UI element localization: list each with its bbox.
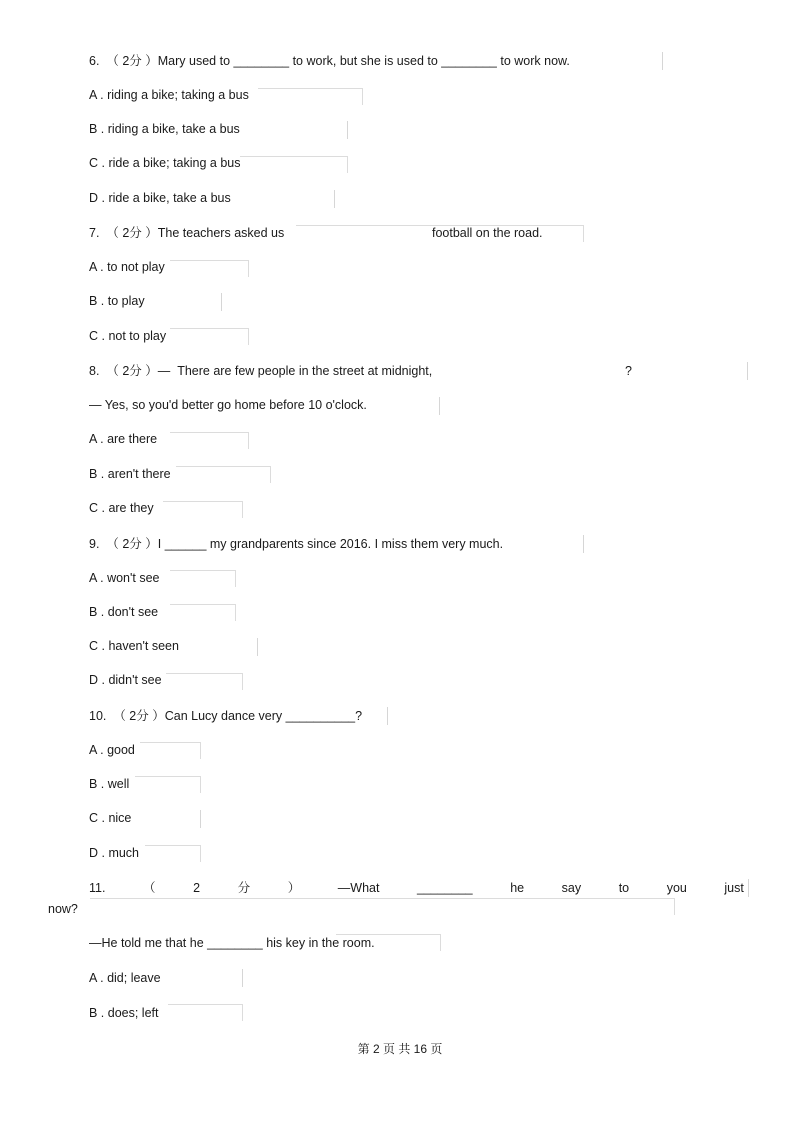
question-10-option-b[interactable]: B . well (89, 777, 130, 791)
page-number: 第 2 页 共 16 页 (357, 1042, 443, 1056)
option-frame (170, 260, 249, 277)
question-11-blank: ________ (417, 881, 473, 895)
question-11-paren-open: （ (143, 881, 156, 895)
question-11-option-b[interactable]: B . does; left (89, 1006, 159, 1020)
question-9-stem: 9. （ 2分 ）I ______ my grandparents since 2016. I miss them very much. (89, 537, 504, 551)
blank-frame (296, 225, 584, 242)
option-frame (170, 604, 236, 621)
question-7-option-c[interactable]: C . not to play (89, 329, 167, 343)
question-8-stem-left: 8. （ 2分 ）— There are few people in the street at midnight, (89, 364, 433, 378)
question-11-reply: —He told me that he ________ his key in the room. (89, 936, 375, 950)
question-6-option-c[interactable]: C . ride a bike; taking a bus (89, 156, 241, 170)
question-6-option-d[interactable]: D . ride a bike, take a bus (89, 191, 231, 205)
option-frame (168, 1004, 243, 1021)
question-9-option-c[interactable]: C . haven't seen (89, 639, 179, 653)
question-7-stem-right: football on the road. (432, 226, 543, 240)
question-6-option-b[interactable]: B . riding a bike, take a bus (89, 122, 240, 136)
question-8-option-c[interactable]: C . are they (89, 501, 154, 515)
question-11-stem (89, 880, 744, 896)
option-frame (170, 328, 249, 345)
question-7-option-a[interactable]: A . to not play (89, 260, 165, 274)
option-frame (240, 156, 348, 173)
question-11-number: 11. (89, 881, 106, 895)
question-6-stem: 6. （ 2分 ）Mary used to ________ to work, but she is used to ________ to work now. (89, 54, 570, 68)
option-frame (258, 88, 363, 105)
question-10-option-d[interactable]: D . much (89, 846, 140, 860)
question-7-stem-left: 7. （ 2分 ）The teachers asked us (89, 226, 285, 240)
option-frame (336, 934, 441, 951)
question-8-reply: — Yes, so you'd better go home before 10 o'clock. (89, 398, 367, 412)
margin-bar (347, 121, 348, 139)
question-11-score-unit: 分 (237, 881, 251, 895)
margin-bar (748, 879, 749, 897)
question-8-option-b[interactable]: B . aren't there (89, 467, 171, 481)
question-9-option-b[interactable]: B . don't see (89, 605, 159, 619)
blank-frame (90, 898, 675, 915)
margin-bar (439, 397, 440, 415)
question-11-word: to (618, 881, 630, 895)
question-8-stem-right: ? (625, 364, 632, 378)
margin-bar (221, 293, 222, 311)
option-frame (170, 432, 249, 449)
question-10-stem: 10. （ 2分 ）Can Lucy dance very __________? (89, 709, 363, 723)
question-7-option-b[interactable]: B . to play (89, 294, 145, 308)
question-10-option-a[interactable]: A . good (89, 743, 135, 757)
question-11-score: 2 (193, 881, 201, 895)
question-11-word: —What (337, 881, 380, 895)
margin-bar (662, 52, 663, 70)
margin-bar (747, 362, 748, 380)
option-frame (140, 742, 201, 759)
question-10-option-c[interactable]: C . nice (89, 811, 132, 825)
margin-bar (387, 707, 388, 725)
option-frame (135, 776, 201, 793)
question-11-word: you (666, 881, 687, 895)
question-9-option-a[interactable]: A . won't see (89, 571, 160, 585)
margin-bar (242, 969, 243, 987)
margin-bar (200, 810, 201, 828)
question-11-word: he (510, 881, 525, 895)
margin-bar (334, 190, 335, 208)
question-11-stem-wrap: now? (48, 902, 78, 916)
option-frame (166, 673, 243, 690)
option-frame (145, 845, 201, 862)
margin-bar (583, 535, 584, 553)
question-11-option-a[interactable]: A . did; leave (89, 971, 161, 985)
option-frame (163, 501, 243, 518)
question-11-word: say (561, 881, 582, 895)
option-frame (170, 570, 236, 587)
margin-bar (257, 638, 258, 656)
question-11-word: just (724, 881, 744, 895)
question-8-option-a[interactable]: A . are there (89, 432, 158, 446)
option-frame (176, 466, 271, 483)
question-6-option-a[interactable]: A . riding a bike; taking a bus (89, 88, 249, 102)
question-9-option-d[interactable]: D . didn't see (89, 673, 162, 687)
question-11-paren-close: ） (287, 881, 301, 895)
